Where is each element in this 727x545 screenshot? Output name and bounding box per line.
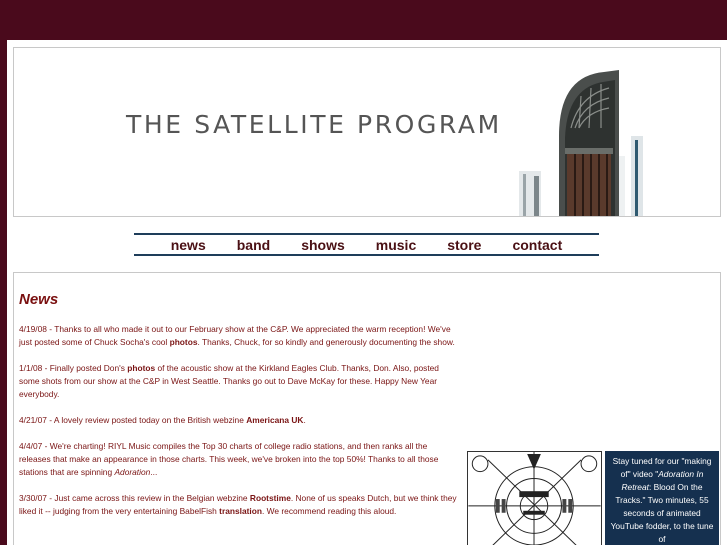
rootstime-link[interactable]: Rootstime bbox=[249, 493, 291, 503]
video-title: Adoration In Retreat bbox=[621, 469, 704, 492]
translation-link[interactable]: translation bbox=[219, 506, 262, 516]
video-promo-box: Stay tuned for our "making of" video "Adoration In Retreat: Blood On the Tracks." Two minutes, 55 seconds of animated YouTube fodder, to the tune of bbox=[605, 451, 719, 545]
news-item: 4/4/07 - We're charting! RIYL Music compiles the Top 30 charts of college radio stations, and then ranks all the releases that make an appearance in those charts. This week, we've broken into the top 50%! Thanks to all those stations that are spinning Adoration... bbox=[19, 441, 439, 477]
americana-uk-link[interactable]: Americana UK bbox=[246, 415, 304, 425]
photos-link[interactable]: photos bbox=[169, 337, 198, 347]
news-item: 4/19/08 - Thanks to all who made it out to our February show at the C&P. We appreciated the warm reception! We've just posted some of Chuck Socha's cool photos. Thanks, Chuck, for so kindly and generously documenting the show. bbox=[19, 324, 455, 347]
header-banner bbox=[13, 47, 721, 217]
nav-link-band[interactable]: band bbox=[236, 236, 271, 253]
nav-link-contact[interactable]: contact bbox=[512, 236, 563, 253]
site-title: THE SATELLITE PROGRAM bbox=[126, 110, 502, 139]
news-list bbox=[19, 323, 459, 531]
nav-link-shows[interactable]: shows bbox=[301, 236, 345, 253]
news-item: 4/21/07 - A lovely review posted today on the British webzine Americana UK. bbox=[19, 415, 306, 425]
page-container bbox=[7, 40, 727, 545]
album-title: Adoration bbox=[114, 467, 151, 477]
test-pattern-image[interactable] bbox=[467, 451, 602, 545]
news-heading: News bbox=[19, 291, 59, 308]
content-panel bbox=[13, 272, 721, 545]
nav-link-music[interactable]: music bbox=[375, 236, 417, 253]
nav-link-store[interactable]: store bbox=[447, 236, 482, 253]
news-item: 3/30/07 - Just came across this review in the Belgian webzine Rootstime. None of us speaks Dutch, but we think they liked it -- judging from the very entertaining BabelFish translation. We recommend reading this aloud. bbox=[19, 493, 457, 516]
building-photo bbox=[519, 66, 659, 217]
nav-link-news[interactable]: news bbox=[170, 236, 206, 253]
news-item: 1/1/08 - Finally posted Don's photos of the acoustic show at the Kirkland Eagles Club. Thanks, Don. Also, posted some shots from our show at the C&P in West Seattle. Thanks go out to Dave McKay for these. Happy New Year everybody. bbox=[19, 363, 439, 399]
main-nav bbox=[134, 233, 599, 256]
photos-link[interactable]: photos bbox=[127, 363, 156, 373]
